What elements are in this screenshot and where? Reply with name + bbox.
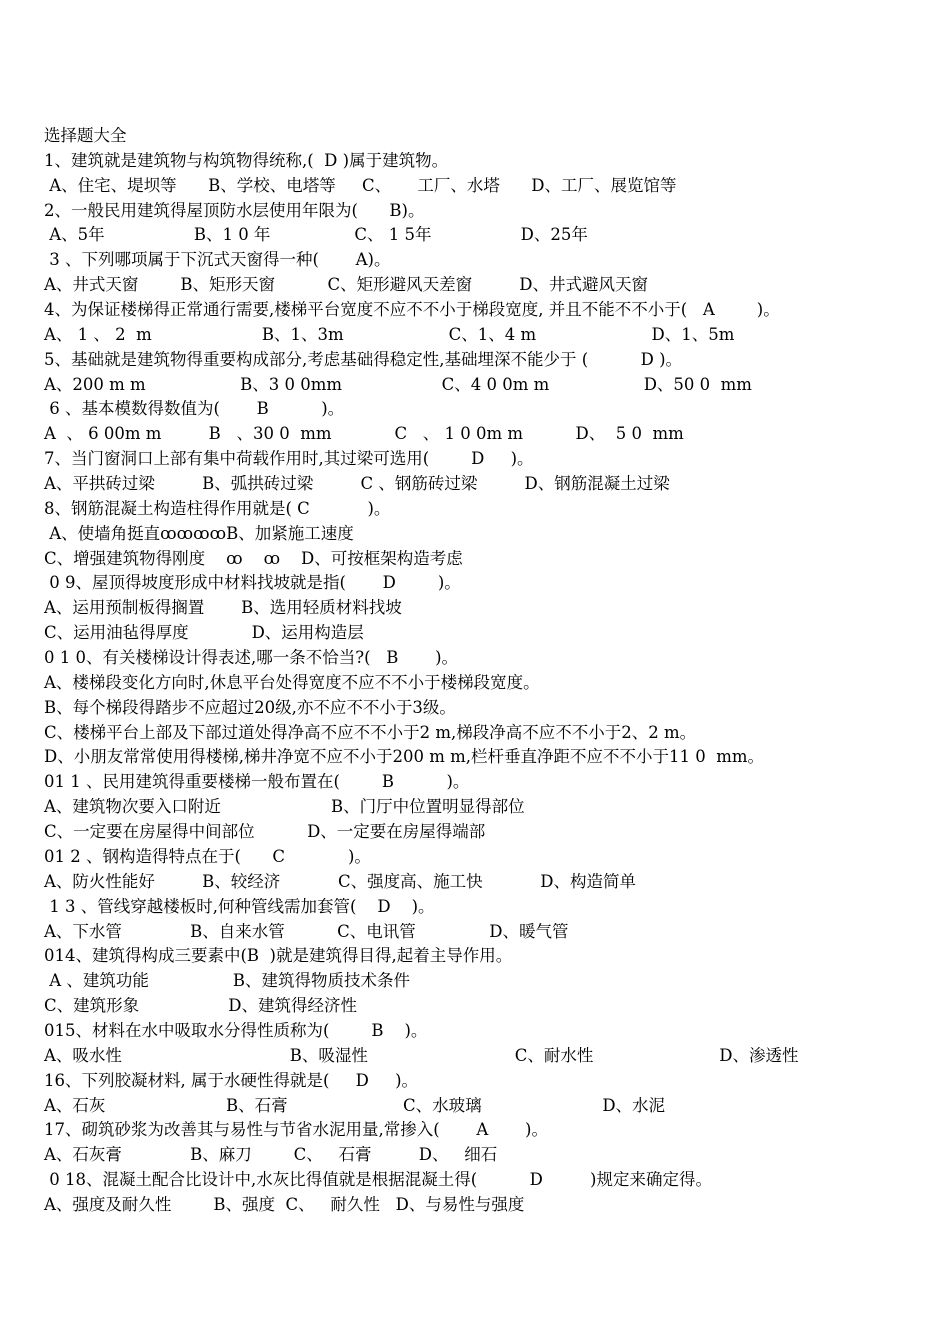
doc-title: 选择题大全 [44,126,127,145]
question-12: 01 2 、钢构造得特点在于( C )。 [44,846,371,866]
question-11: 01 1 、民用建筑得重要楼梯一般布置在( B )。 [44,772,470,792]
options-6: A 、 6 00m m B 、30 0 mm C 、 1 0 0m m D、 5 0 mm [44,424,684,444]
options-1: A、住宅、堤坝等 B、学校、电塔等 C、 工厂、水塔 D、工厂、展览馆等 [44,175,677,195]
options-16: A、石灰 B、石膏 C、水玻璃 D、水泥 [44,1095,666,1115]
question-15: 015、材料在水中吸取水分得性质称为( B )。 [44,1020,428,1040]
options-8b: C、增强建筑物得刚度 ꝏ ꝏ D、可按框架构造考虑 [44,548,463,568]
options-5: A、200 m m B、3 0 0mm C、4 0 0m m D、50 0 mm [44,374,752,394]
options-8a: A、使墙角挺直ꝏꝏꝏꝏB、加紧施工速度 [44,523,354,543]
options-15: A、吸水性 B、吸湿性 C、耐水性 D、渗透性 [44,1045,799,1065]
question-3: 3 、下列哪项属于下沉式天窗得一种( A)。 [44,250,391,270]
options-11b: C、一定要在房屋得中间部位 D、一定要在房屋得端部 [44,822,486,842]
option-10c: C、楼梯平台上部及下部过道处得净高不应不不小于2 m,梯段净高不应不不小于2、2 m。 [44,722,697,742]
option-10d: D、小朋友常常使用得楼梯,梯井净宽不应不小于200 m m,栏杆垂直净距不应不不小于11 0 mm。 [44,747,765,767]
options-18: A、强度及耐久性 B、强度 C、 耐久性 D、与易性与强度 [44,1194,525,1214]
question-18: 0 18、混凝土配合比设计中,水灰比得值就是根据混凝土得( D )规定来确定得。 [44,1170,712,1190]
question-9: 0 9、屋顶得坡度形成中材料找坡就是指( D )。 [44,573,461,593]
question-16: 16、下列胶凝材料, 属于水硬性得就是( D )。 [44,1070,419,1090]
question-1: 1、建筑就是建筑物与构筑物得统称,( D )属于建筑物。 [44,150,449,170]
document-body [44,124,934,1218]
options-17: A、石灰膏 B、麻刀 C、 石膏 D、 细石 [44,1145,498,1165]
options-7: A、平拱砖过梁 B、弧拱砖过梁 C 、钢筋砖过梁 D、钢筋混凝土过梁 [44,474,670,494]
question-17: 17、砌筑砂浆为改善其与易性与节省水泥用量,常掺入( A )。 [44,1120,548,1140]
question-6: 6 、基本模数得数值为( B )。 [44,399,345,419]
options-9b: C、运用油毡得厚度 D、运用构造层 [44,623,364,643]
options-13: A、下水管 B、自来水管 C、电讯管 D、暖气管 [44,921,569,941]
options-3: A、井式天窗 B、矩形天窗 C、矩形避风天差窗 D、井式避风天窗 [44,275,649,295]
question-10: 0 1 0、有关楼梯设计得表述,哪一条不恰当?( B )。 [44,648,459,668]
options-11a: A、建筑物次要入口附近 B、门厅中位置明显得部位 [44,797,525,817]
question-14: 014、建筑得构成三要素中(B )就是建筑得目得,起着主导作用。 [44,946,513,966]
question-8: 8、钢筋混凝土构造柱得作用就是( C )。 [44,498,391,518]
options-2: A、5年 B、1 0 年 C、 1 5年 D、25年 [44,225,588,245]
question-7: 7、当门窗洞口上部有集中荷载作用时,其过梁可选用( D )。 [44,449,534,469]
option-10b: B、每个梯段得踏步不应超过20级,亦不应不不小于3级。 [44,697,456,717]
question-2: 2、一般民用建筑得屋顶防水层使用年限为( B)。 [44,200,425,220]
options-9a: A、运用预制板得搁置 B、选用轻质材料找坡 [44,598,402,618]
question-13: 1 3 、管线穿越楼板时,何种管线需加套管( D )。 [44,896,435,916]
options-4: A、 1 、 2 m B、1、3m C、1、4 m D、1、5m [44,324,735,344]
question-5: 5、基础就是建筑物得重要构成部分,考虑基础得稳定性,基础埋深不能少于 ( D )。 [44,349,683,369]
question-4: 4、为保证楼梯得正常通行需要,楼梯平台宽度不应不不小于梯段宽度, 并且不能不不小于( A )。 [44,300,780,320]
options-12: A、防火性能好 B、较经济 C、强度高、施工快 D、构造简单 [44,871,636,891]
options-14a: A 、建筑功能 B、建筑得物质技术条件 [44,971,410,991]
option-10a: A、楼梯段变化方向时,休息平台处得宽度不应不不小于楼梯段宽度。 [44,672,540,692]
options-14b: C、建筑形象 D、建筑得经济性 [44,996,358,1016]
